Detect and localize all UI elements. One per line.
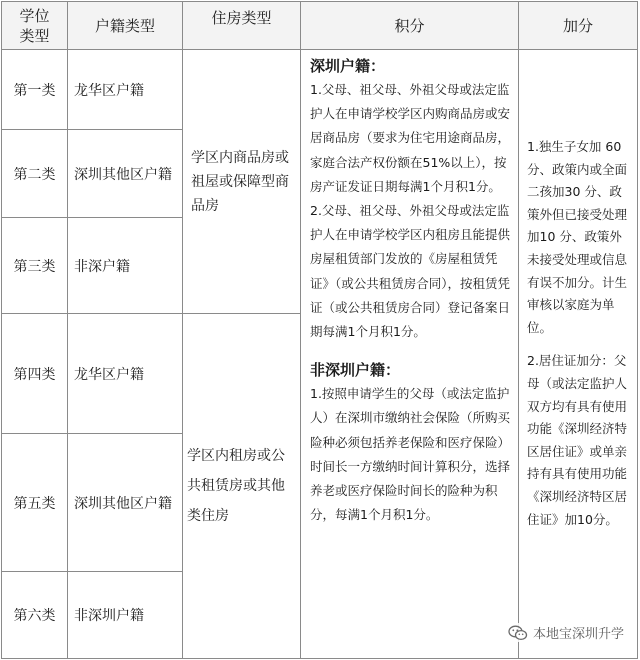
watermark-text: 本地宝深圳升学: [532, 627, 624, 642]
housing-owned-text: 学区内商品房或祖屋或保障型商品房: [191, 149, 289, 214]
hukou-text: 深圳其他区户籍: [74, 495, 172, 512]
watermark: [506, 623, 626, 642]
category-text: 第一类: [13, 82, 56, 99]
category-cell: [2, 572, 68, 658]
bonus-rule-1: 1.独生子女加 60 分、政策内或全面二孩加30 分、政策外但已接受处理加10 分、政策外未接受处理或信息有误不加分。计生审核以家庭为单位。: [527, 139, 628, 335]
non-shenzhen-hukou-title: 非深圳户籍：: [310, 361, 401, 380]
housing-rented-cell: [183, 314, 301, 658]
shenzhen-rule-2: 2.父母、祖父母、外祖父母或法定监护人在申请学校学区内租房且能提供房屋租赁部门发放的《房屋租赁凭证》（或公共租赁房合同），按租赁凭证（或公共租赁房合同）登记备案日期每满1个月积1分。: [310, 203, 511, 340]
hukou-text: 非深圳户籍: [74, 608, 144, 624]
header-points-text: 积分: [394, 16, 425, 35]
category-cell: [2, 218, 68, 314]
hukou-cell: [68, 572, 183, 658]
category-cell: [2, 130, 68, 218]
category-text: 第三类: [13, 258, 56, 275]
header-hukou-text: 户籍类型: [94, 16, 155, 35]
hukou-text: 龙华区户籍: [74, 366, 144, 383]
hukou-text: 深圳其他区户籍: [74, 166, 172, 183]
hukou-cell: [68, 218, 183, 314]
header-points: [301, 2, 519, 50]
bonus-cell: [519, 50, 637, 658]
housing-owned-cell: [183, 50, 301, 314]
category-text: 第四类: [13, 366, 56, 383]
hukou-cell: [68, 434, 183, 572]
hukou-cell: [68, 50, 183, 130]
wechat-icon: [508, 625, 528, 641]
header-housing: [183, 2, 301, 50]
header-category-text: 学位类型: [19, 6, 50, 45]
hukou-cell: [68, 314, 183, 434]
shenzhen-rule-1: 1.父母、祖父母、外祖父母或法定监护人在申请学校学区内购商品房或安居商品房（要求为住宅用途商品房，家庭合法产权份额在51%以上），按房产证发证日期每满1个月积1分。: [310, 82, 511, 194]
header-bonus: [519, 2, 637, 50]
non-shenzhen-rule-1: 1.按照申请学生的父母（或法定监护人）在深圳市缴纳社会保险（所购买险种必须包括养老保险和医疗保险）时间长一方缴纳时间计算积分，选择养老或医疗保险时间长的险种为积分，每满1个月积1分。: [310, 386, 511, 523]
category-cell: [2, 50, 68, 130]
points-cell: [301, 50, 519, 658]
points-table: [1, 1, 638, 659]
housing-rented-text: 学区内租房或公共租赁房或其他类住房: [187, 448, 285, 524]
shenzhen-hukou-title: 深圳户籍：: [310, 57, 386, 75]
category-cell: [2, 434, 68, 572]
hukou-text: 非深户籍: [74, 258, 130, 275]
header-category: [2, 2, 68, 50]
hukou-cell: [68, 130, 183, 218]
header-hukou: [68, 2, 183, 50]
header-housing-text: 住房类型: [211, 9, 272, 27]
header-bonus-text: 加分: [562, 16, 593, 35]
category-text: 第二类: [13, 166, 56, 183]
hukou-text: 龙华区户籍: [74, 82, 144, 99]
category-text: 第五类: [13, 495, 56, 512]
category-cell: [2, 314, 68, 434]
category-text: 第六类: [13, 608, 56, 624]
bonus-rule-2: 2.居住证加分：父母（或法定监护人 双方均有具有使用功能《深圳经济特区居住证》或单亲持有具有使用功能《深圳经济特区居住证》加10分。: [527, 353, 628, 527]
